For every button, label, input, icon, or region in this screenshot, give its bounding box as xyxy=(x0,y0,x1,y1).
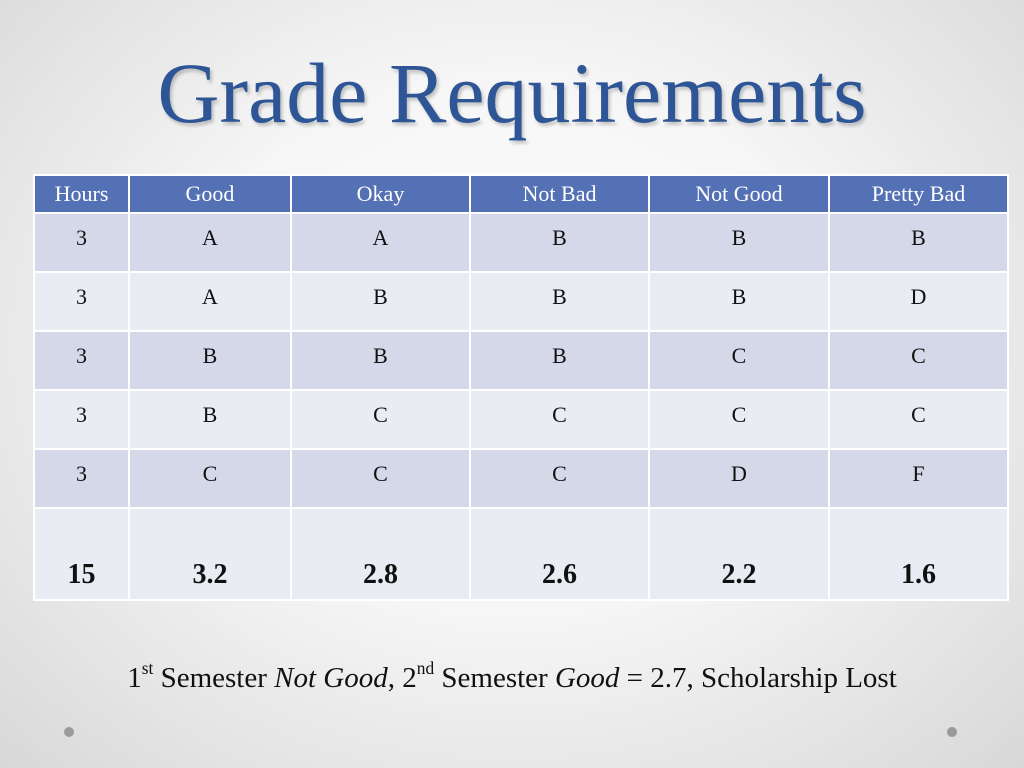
table-cell: A xyxy=(291,213,470,272)
table-cell-hours: 3 xyxy=(34,331,129,390)
table-cell: C xyxy=(829,390,1008,449)
footnote-text: 1 xyxy=(127,662,142,694)
total-gpa-cell: 3.2 xyxy=(129,508,291,600)
table-row xyxy=(34,213,1008,272)
table-cell: B xyxy=(129,390,291,449)
table-cell-hours: 3 xyxy=(34,449,129,508)
table-cell: C xyxy=(470,449,649,508)
table-cell: B xyxy=(829,213,1008,272)
table-cell: B xyxy=(129,331,291,390)
footnote-italic: Not Good xyxy=(274,662,388,694)
table-cell: C xyxy=(470,390,649,449)
footnote-text: = 2.7, Scholarship Lost xyxy=(619,662,897,694)
slide-corner-dot-left xyxy=(64,727,74,737)
table-cell: D xyxy=(829,272,1008,331)
table-cell-hours: 3 xyxy=(34,213,129,272)
table-cell: A xyxy=(129,213,291,272)
table-cell: B xyxy=(470,331,649,390)
table-cell: B xyxy=(649,213,829,272)
table-header-row xyxy=(34,175,1008,213)
table-cell: C xyxy=(649,390,829,449)
slide-title: Grade Requirements xyxy=(157,45,867,141)
slide-corner-dot-right xyxy=(947,727,957,737)
table-cell-hours: 3 xyxy=(34,272,129,331)
table-cell: B xyxy=(291,331,470,390)
totals-row xyxy=(34,508,1008,600)
table-cell: D xyxy=(649,449,829,508)
total-hours-cell: 15 xyxy=(34,508,129,600)
table-cell: A xyxy=(129,272,291,331)
table-row xyxy=(34,390,1008,449)
header-not-bad: Not Bad xyxy=(470,175,649,213)
table-row xyxy=(34,272,1008,331)
table-cell: B xyxy=(470,272,649,331)
footnote-text: , 2 xyxy=(387,662,417,694)
header-not-good: Not Good xyxy=(649,175,829,213)
table-cell: C xyxy=(649,331,829,390)
table-cell: C xyxy=(829,331,1008,390)
table-row xyxy=(34,331,1008,390)
header-pretty-bad: Pretty Bad xyxy=(829,175,1008,213)
total-gpa-cell: 2.2 xyxy=(649,508,829,600)
footnote xyxy=(0,657,1024,696)
table-cell: B xyxy=(470,213,649,272)
table-cell: F xyxy=(829,449,1008,508)
footnote-text: Semester xyxy=(434,662,555,694)
table-cell: B xyxy=(649,272,829,331)
table-cell: C xyxy=(129,449,291,508)
table-cell: B xyxy=(291,272,470,331)
table-cell-hours: 3 xyxy=(34,390,129,449)
footnote-italic: Good xyxy=(554,662,620,694)
table-cell: C xyxy=(291,449,470,508)
footnote-superscript: nd xyxy=(416,657,435,678)
total-gpa-cell: 2.8 xyxy=(291,508,470,600)
grade-requirements-table xyxy=(33,174,1009,601)
total-gpa-cell: 2.6 xyxy=(470,508,649,600)
header-good: Good xyxy=(129,175,291,213)
footnote-text: Semester xyxy=(153,662,275,694)
header-hours: Hours xyxy=(34,175,129,213)
table-row xyxy=(34,449,1008,508)
header-okay: Okay xyxy=(291,175,470,213)
total-gpa-cell: 1.6 xyxy=(829,508,1008,600)
table-cell: C xyxy=(291,390,470,449)
footnote-superscript: st xyxy=(141,657,154,678)
